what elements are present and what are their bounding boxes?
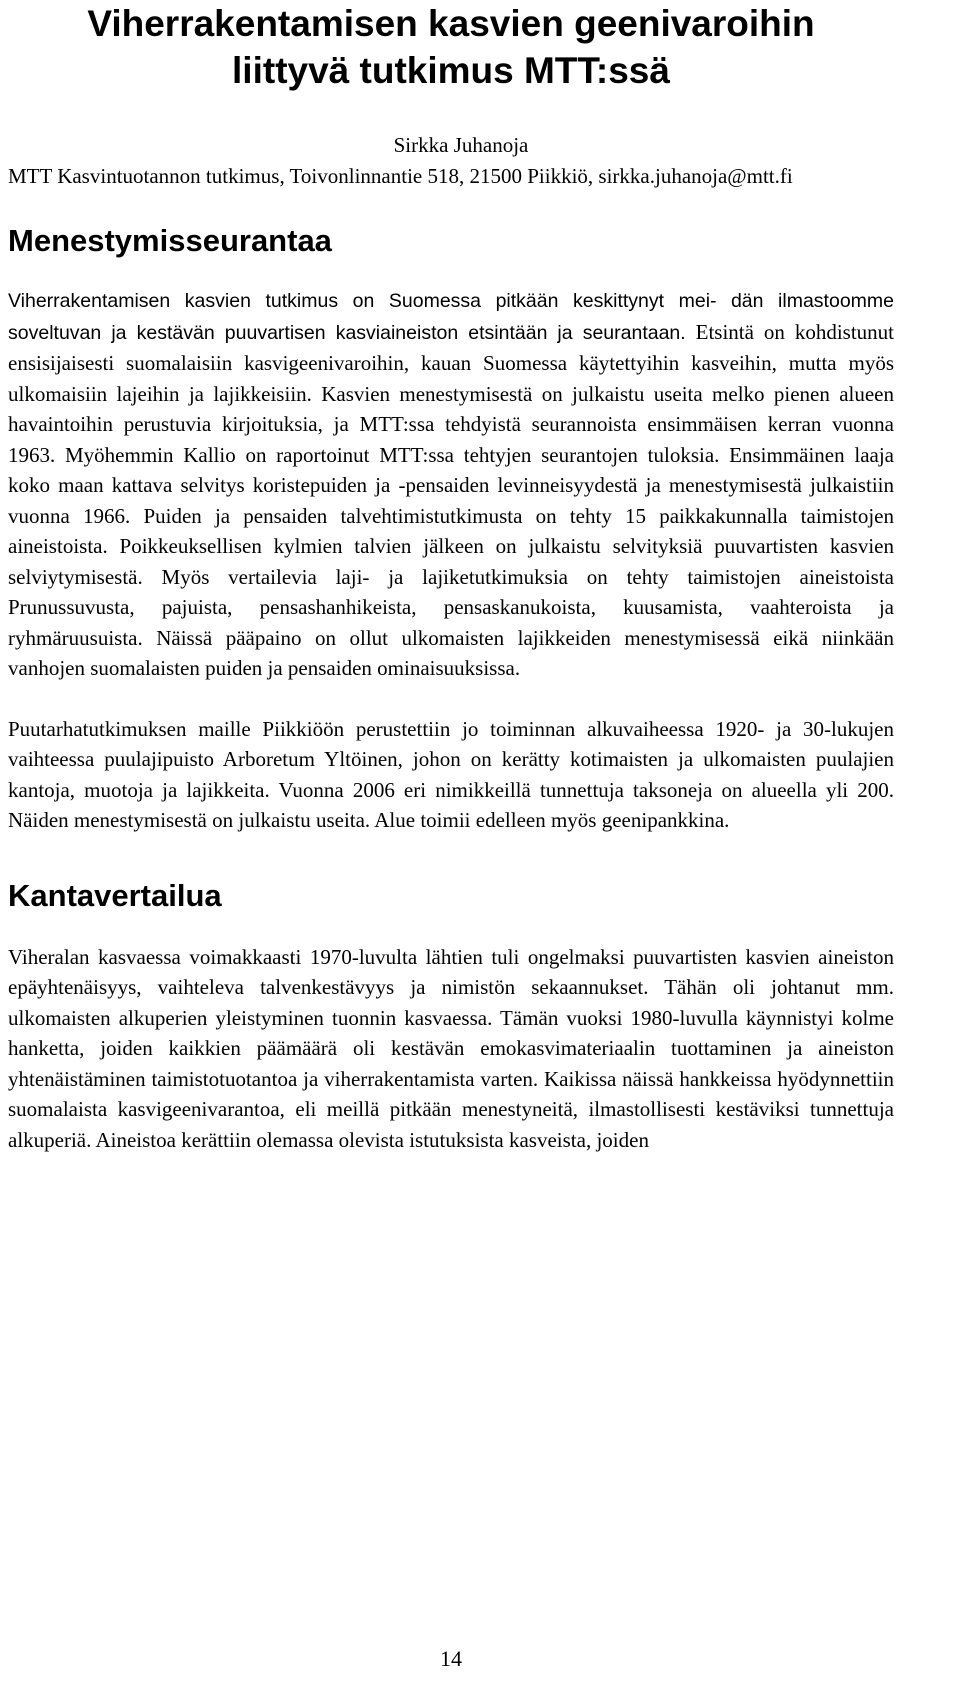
author-affiliation: MTT Kasvintuotannon tutkimus, Toivonlinnantie 518, 21500 Piikkiö, sirkka.juhanoja@mtt.fi <box>8 164 793 188</box>
paragraph-sans-line: ja seurantaan. <box>557 321 686 344</box>
section-heading-kantavertailua: Kantavertailua <box>8 877 222 913</box>
page-number: 14 <box>440 1646 462 1671</box>
paragraph-text: Etsintä on kohdistunut ensisijaisesti suomalaisiin kasvigeenivaroihin, kauan Suomessa käytettyihin kasveihin, mutta myös ulkomaisiin lajeihin ja lajikkeisiin. Kasvien menestymisestä on julkaistu useita melko pienen alueen havaintoihin perustuvia kirjoituksia, ja MTT:ssa tehdyistä seurannoista ensimmäisen kerran vuonna 1963. Myöhemmin Kallio on raportoinut MTT:ssa tehtyjen seurantojen tuloksia. Ensimmäinen laaja koko maan kattava selvitys koristepuiden ja -pensaiden levinneisyydestä ja menestymisestä julkaistiin vuonna 1966. Puiden ja pensaiden talvehtimistutkimusta on tehty 15 paikkakunnalla taimistojen aineistoista. Poikkeuksellisen kylmien talvien jälkeen on julkaistu selvityksiä puuvartisten kasvien selviytymisestä. Myös vertailevia laji- ja lajiketutkimuksia on tehty taimistojen aineistoista Prunussuvusta, pajuista, pensashanhikeista, pensaskanukoista, kuusamista, vaahteroista ja ryhmäruusuista. Näissä pääpaino on ollut ulkomaisten lajikkeiden menestymisessä eikä niinkään vanhojen suomalaisten puiden ja pensaiden ominaisuuksissa. <box>8 319 895 680</box>
paragraph-sans-line: Viherrakentamisen kasvien tutkimus on Suomessa pitkään keskittynyt mei- <box>8 290 717 312</box>
document-title <box>8 0 894 94</box>
document-page <box>8 0 895 1671</box>
section-heading-menestymisseurantaa: Menestymisseurantaa <box>8 223 332 258</box>
paragraph: Viheralan kasvaessa voimakkaasti 1970-luvulta lähtien tuli ongelmaksi puuvartisten kasvien aineiston epäyhtenäisyys, vaihteleva talvenkestävyys ja nimistön sekaannukset. Tähän oli johtanut mm. ulkomaisten alkuperien yleistyminen tuonnin kasvaessa. Tämän vuoksi 1980-luvulla käynnistyi kolme hanketta, joiden kaikkien päämäärä oli kestävän emokasvimateriaalin tuottaminen ja aineiston yhtenäistäminen taimistotuotantoa ja viherrakentamista varten. Kaikissa näissä hankkeissa hyödynnettiin suomalaista kasvigeenivarantoa, eli meillä pitkään menestyneitä, ilmastollisesti kestäviksi tunnettuja alkuperiä. Aineistoa kerättiin olemassa olevista istutuksista kasveista, joiden <box>8 944 894 1152</box>
paragraph-sans-line: dän ilmastoomme soveltuvan ja kestävän puuvartisen kasviaineiston etsintään <box>8 290 894 344</box>
author-name: Sirkka Juhanoja <box>393 133 529 157</box>
paragraph: Puutarhatutkimuksen maille Piikkiöön perustettiin jo toiminnan alkuvaiheessa 1920- ja 30-lukujen vaihteessa puulajipuisto Arboretum Yltöinen, johon on kerätty kotimaisten ja ulkomaisten puulajien kantoja, muotoja ja lajikkeita. Vuonna 2006 eri nimikkeillä tunnettuja taksoneja on alueella yli 200. Näiden menestymisestä on julkaistu useita. Alue toimii edelleen myös geenipankkina. <box>8 716 894 832</box>
paragraph <box>8 285 894 684</box>
title-line-2: liittyvä tutkimus MTT:ssä <box>232 50 670 91</box>
title-line-1: Viherrakentamisen kasvien geenivaroihin <box>87 3 815 44</box>
